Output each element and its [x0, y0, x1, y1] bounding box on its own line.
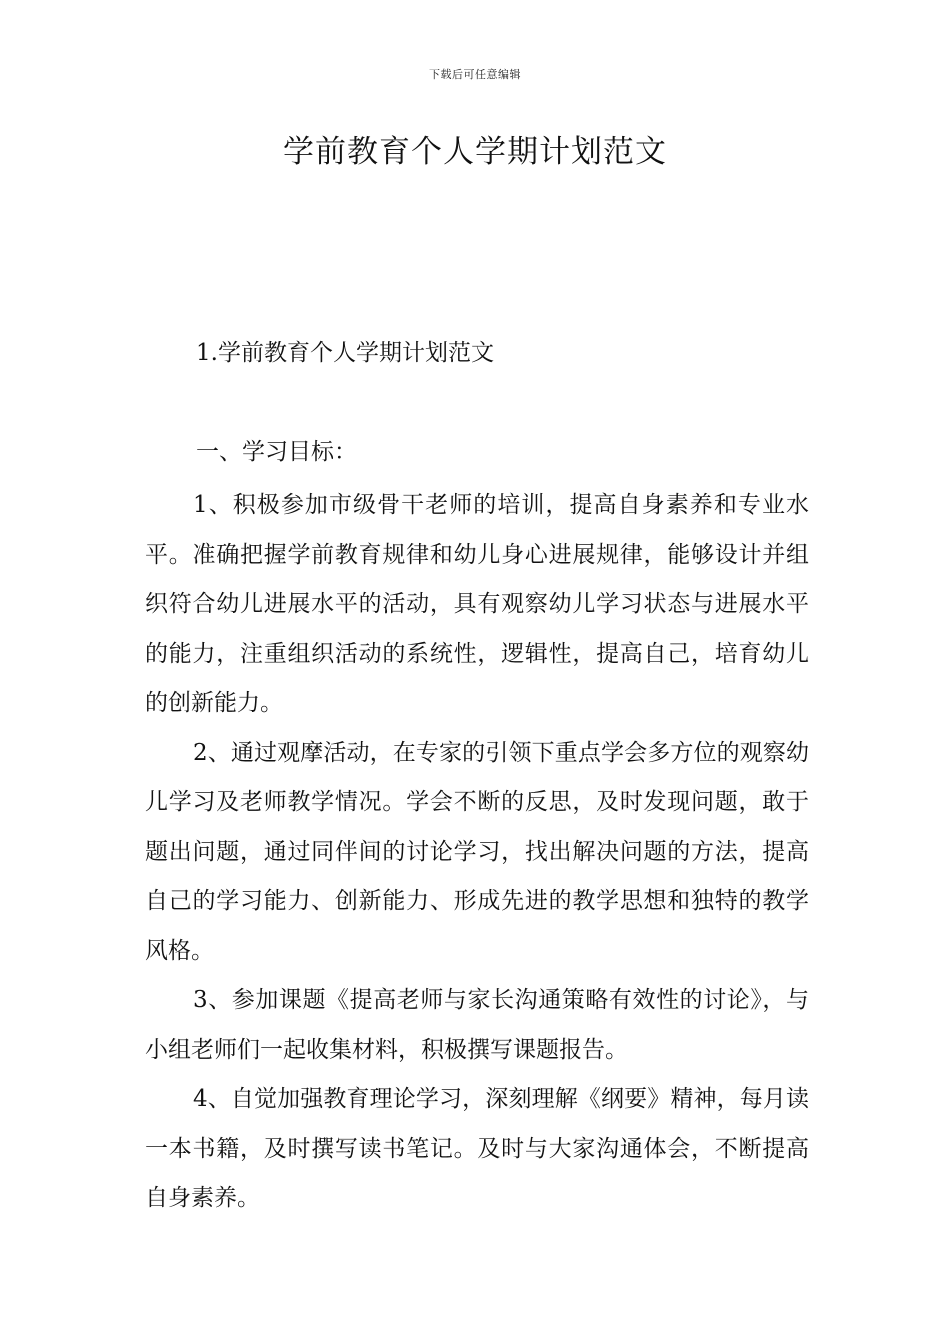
paragraph-4: 4、自觉加强教育理论学习，深刻理解《纲要》精神，每月读一本书籍，及时撰写读书笔记。及时与大家沟通体会，不断提高自身素养。 [145, 1086, 809, 1211]
document-title: 学前教育个人学期计划范文 [283, 134, 667, 170]
header-note: 下载后可任意编辑 [429, 68, 521, 81]
paragraph-1: 1、积极参加市级骨干老师的培训，提高自身素养和专业水平。准确把握学前教育规律和幼儿身心进展规律，能够设计并组织符合幼儿进展水平的活动，具有观察幼儿学习状态与进展水平的能力，注重组织活动的系统性，逻辑性，提高自己，培育幼儿的创新能力。 [145, 492, 809, 716]
sub-heading: 一、学习目标： [196, 439, 357, 465]
paragraph-3: 3、参加课题《提高老师与家长沟通策略有效性的讨论》，与小组老师们一起收集材料，积极撰写课题报告。 [145, 987, 809, 1063]
paragraph-2: 2、通过观摩活动，在专家的引领下重点学会多方位的观察幼儿学习及老师教学情况。学会不断的反思，及时发现问题，敢于题出问题，通过同伴间的讨论学习，找出解决问题的方法，提高自己的学习能力、创新能力、形成先进的教学思想和独特的教学风格。 [145, 739, 809, 964]
body-text [145, 481, 809, 1224]
section-heading: 1.学前教育个人学期计划范文 [196, 340, 494, 366]
